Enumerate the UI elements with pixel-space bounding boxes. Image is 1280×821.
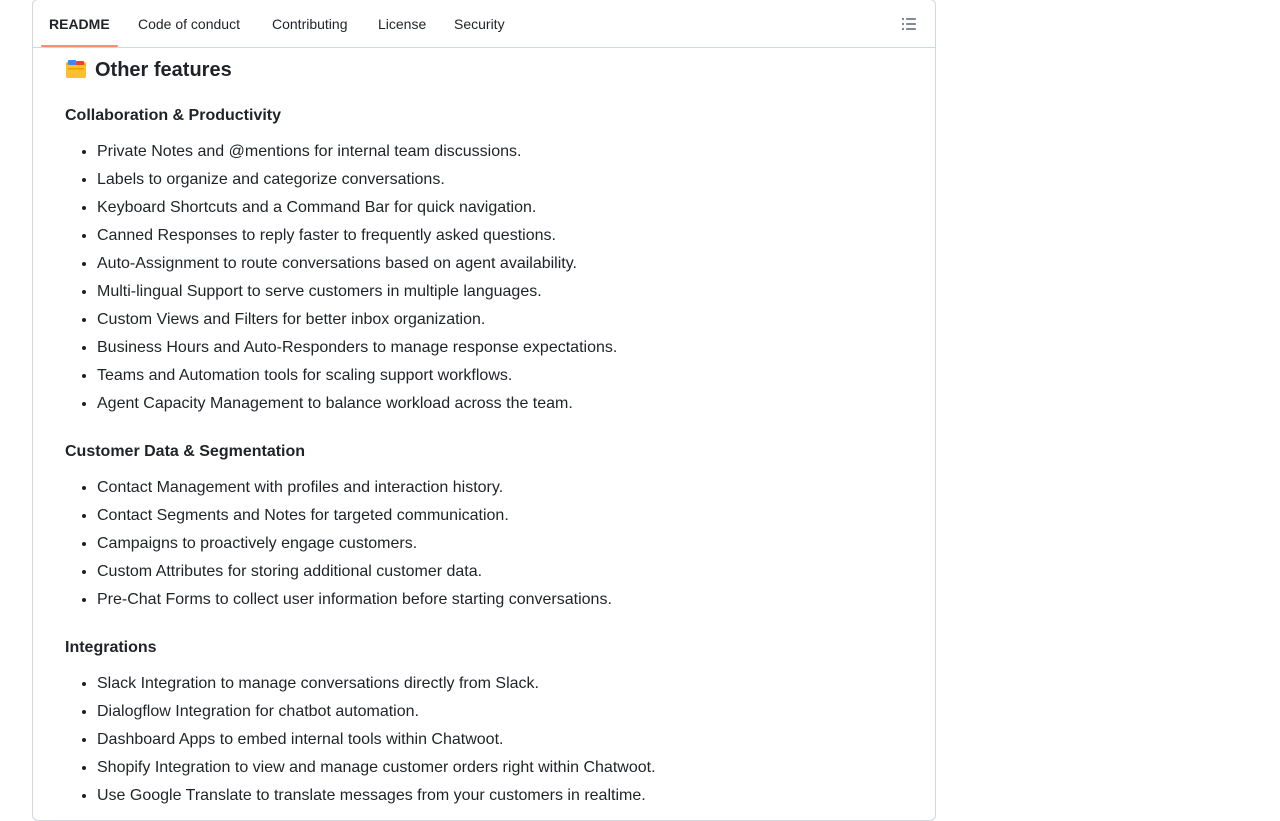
tab-code-of-conduct[interactable]: Code of conduct (138, 16, 240, 32)
list-item: • Campaigns to proactively engage customers. (97, 532, 612, 560)
list-item: • Custom Views and Filters for better inbox organization. (97, 308, 617, 336)
tab-readme[interactable]: README (49, 16, 110, 32)
list-item: • Custom Attributes for storing additional customer data. (97, 560, 612, 588)
subsection-title-integrations: Integrations (65, 639, 157, 656)
section-heading (65, 56, 232, 84)
tab-contributing[interactable]: Contributing (272, 16, 348, 32)
readme-panel (32, 0, 936, 821)
list-item: • Contact Management with profiles and interaction history. (97, 476, 612, 504)
list-item: • Agent Capacity Management to balance workload across the team. (97, 392, 617, 420)
heading-title: Other features (95, 59, 232, 81)
readme-tab-bar (33, 0, 935, 48)
integrations-list (65, 672, 656, 812)
list-item: • Pre-Chat Forms to collect user information before starting conversations. (97, 588, 612, 616)
list-item: • Labels to organize and categorize conversations. (97, 168, 617, 196)
list-item: • Dialogflow Integration for chatbot automation. (97, 700, 656, 728)
list-unordered-icon (901, 16, 917, 32)
list-item: • Private Notes and @mentions for internal team discussions. (97, 140, 617, 168)
tab-license[interactable]: License (378, 16, 427, 32)
collaboration-list (65, 140, 617, 420)
list-item: • Shopify Integration to view and manage customer orders right within Chatwoot. (97, 756, 656, 784)
list-item: • Multi-lingual Support to serve customers in multiple languages. (97, 280, 617, 308)
card-index-dividers-icon (65, 59, 87, 79)
subsection-title-customer-data: Customer Data & Segmentation (65, 443, 306, 460)
customer-data-list (65, 476, 612, 616)
list-item: • Auto-Assignment to route conversations based on agent availability. (97, 252, 617, 280)
list-item: • Dashboard Apps to embed internal tools within Chatwoot. (97, 728, 656, 756)
tab-security[interactable]: Security (454, 16, 505, 32)
list-item: • Contact Segments and Notes for targeted communication. (97, 504, 612, 532)
list-item: • Teams and Automation tools for scaling support workflows. (97, 364, 617, 392)
active-tab-indicator (41, 45, 118, 47)
list-item: • Slack Integration to manage conversations directly from Slack. (97, 672, 656, 700)
outline-button[interactable] (895, 12, 923, 36)
list-item: • Use Google Translate to translate messages from your customers in realtime. (97, 784, 656, 812)
subsection-title-collaboration: Collaboration & Productivity (65, 107, 282, 124)
list-item: • Canned Responses to reply faster to frequently asked questions. (97, 224, 617, 252)
list-item: • Keyboard Shortcuts and a Command Bar for quick navigation. (97, 196, 617, 224)
list-item: • Business Hours and Auto-Responders to manage response expectations. (97, 336, 617, 364)
